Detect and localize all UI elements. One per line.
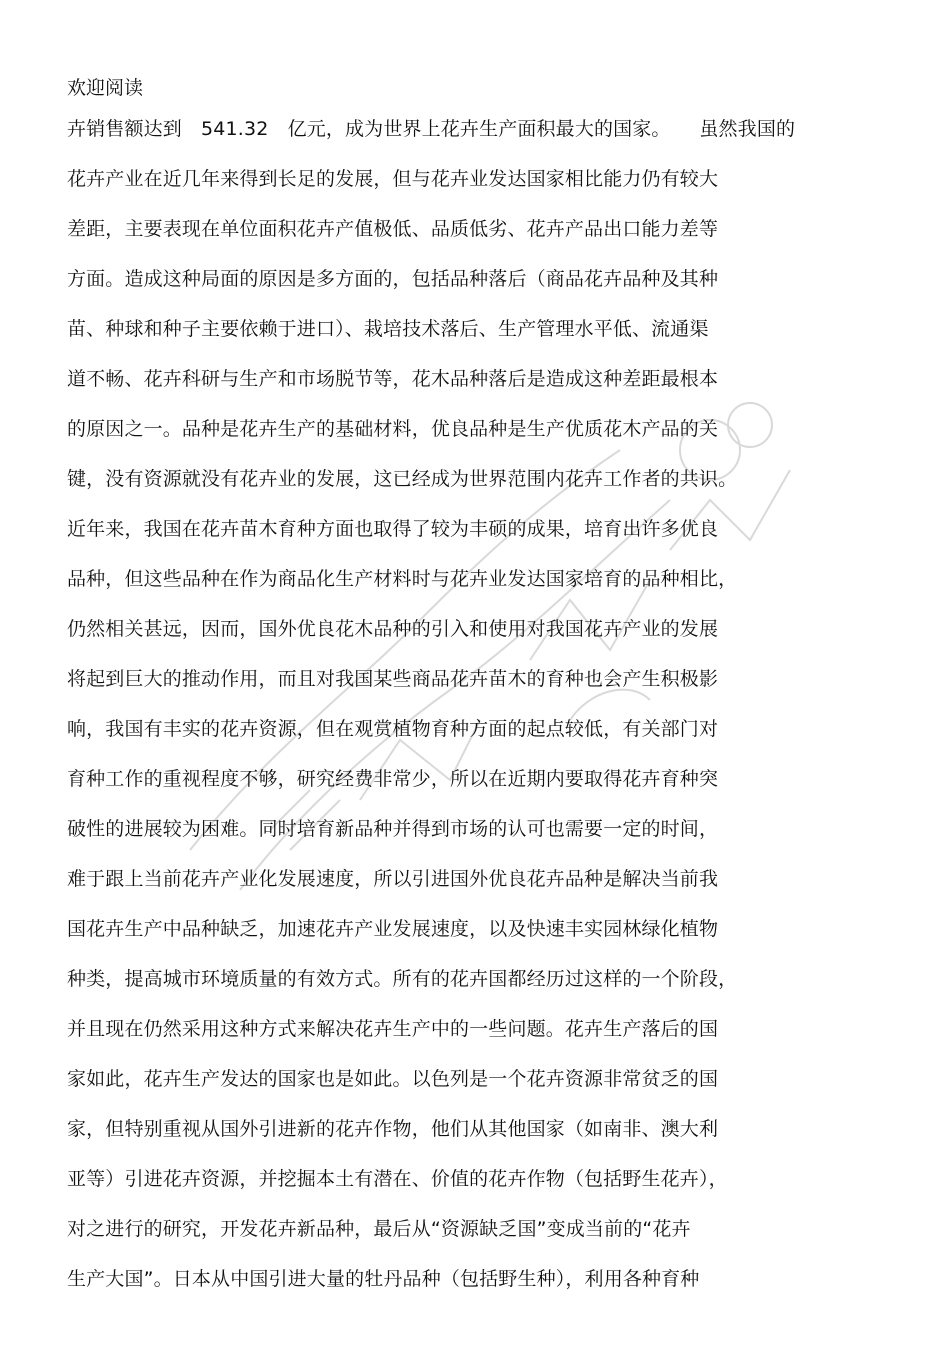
page-header: 欢迎阅读 <box>67 77 144 99</box>
text-line: 生产大国”。日本从中国引进大量的牡丹品种（包括野生种），利用各种育种 <box>67 1268 700 1290</box>
text-line: 品种，但这些品种在作为商品化生产材料时与花卉业发达国家培育的品种相比， <box>67 568 738 590</box>
text-line: 并且现在仍然采用这种方式来解决花卉生产中的一些问题。花卉生产落后的国 <box>67 1018 719 1040</box>
text-line: 对之进行的研究，开发花卉新品种，最后从“资源缺乏国”变成当前的“花卉 <box>67 1218 691 1240</box>
text-line: 苗、种球和种子主要依赖于进口）、栽培技术落后、生产管理水平低、流通渠 <box>67 318 709 340</box>
text-line: 种类，提高城市环境质量的有效方式。所有的花卉国都经历过这样的一个阶段， <box>67 968 738 990</box>
text-line: 亚等）引进花卉资源，并挖掘本土有潜在、价值的花卉作物（包括野生花卉）， <box>67 1168 728 1190</box>
text-line: 难于跟上当前花卉产业化发展速度，所以引进国外优良花卉品种是解决当前我 <box>67 868 719 890</box>
text-line: 响，我国有丰实的花卉资源，但在观赏植物育种方面的起点较低，有关部门对 <box>67 718 719 740</box>
text-line: 花卉产业在近几年来得到长足的发展，但与花卉业发达国家相比能力仍有较大 <box>67 168 719 190</box>
text-line: 家，但特别重视从国外引进新的花卉作物，他们从其他国家（如南非、澳大利 <box>67 1118 719 1140</box>
text-line: 的原因之一。品种是花卉生产的基础材料，优良品种是生产优质花木产品的关 <box>67 418 719 440</box>
text-line: 国花卉生产中品种缺乏，加速花卉产业发展速度，以及快速丰实园林绿化植物 <box>67 918 719 940</box>
text-line: 将起到巨大的推动作用，而且对我国某些商品花卉苗木的育种也会产生积极影 <box>67 668 719 690</box>
text-line: 道不畅、花卉科研与生产和市场脱节等，花木品种落后是造成这种差距最根本 <box>67 368 719 390</box>
text-line: 键，没有资源就没有花卉业的发展，这已经成为世界范围内花卉工作者的共识。 <box>67 468 738 490</box>
text-line: 育种工作的重视程度不够，研究经费非常少，所以在近期内要取得花卉育种突 <box>67 768 719 790</box>
text-line: 近年来，我国在花卉苗木育种方面也取得了较为丰硕的成果，培育出许多优良 <box>67 518 719 540</box>
text-line: 卉销售额达到 541.32 亿元，成为世界上花卉生产面积最大的国家。 虽然我国的 <box>67 118 796 140</box>
text-line: 差距，主要表现在单位面积花卉产值极低、品质低劣、花卉产品出口能力差等 <box>67 218 719 240</box>
text-line: 仍然相关甚远，因而，国外优良花木品种的引入和使用对我国花卉产业的发展 <box>67 618 719 640</box>
text-line: 破性的进展较为困难。同时培育新品种并得到市场的认可也需要一定的时间， <box>67 818 719 840</box>
text-line: 家如此，花卉生产发达的国家也是如此。以色列是一个花卉资源非常贫乏的国 <box>67 1068 719 1090</box>
text-line: 方面。造成这种局面的原因是多方面的，包括品种落后（商品花卉品种及其种 <box>67 268 719 290</box>
